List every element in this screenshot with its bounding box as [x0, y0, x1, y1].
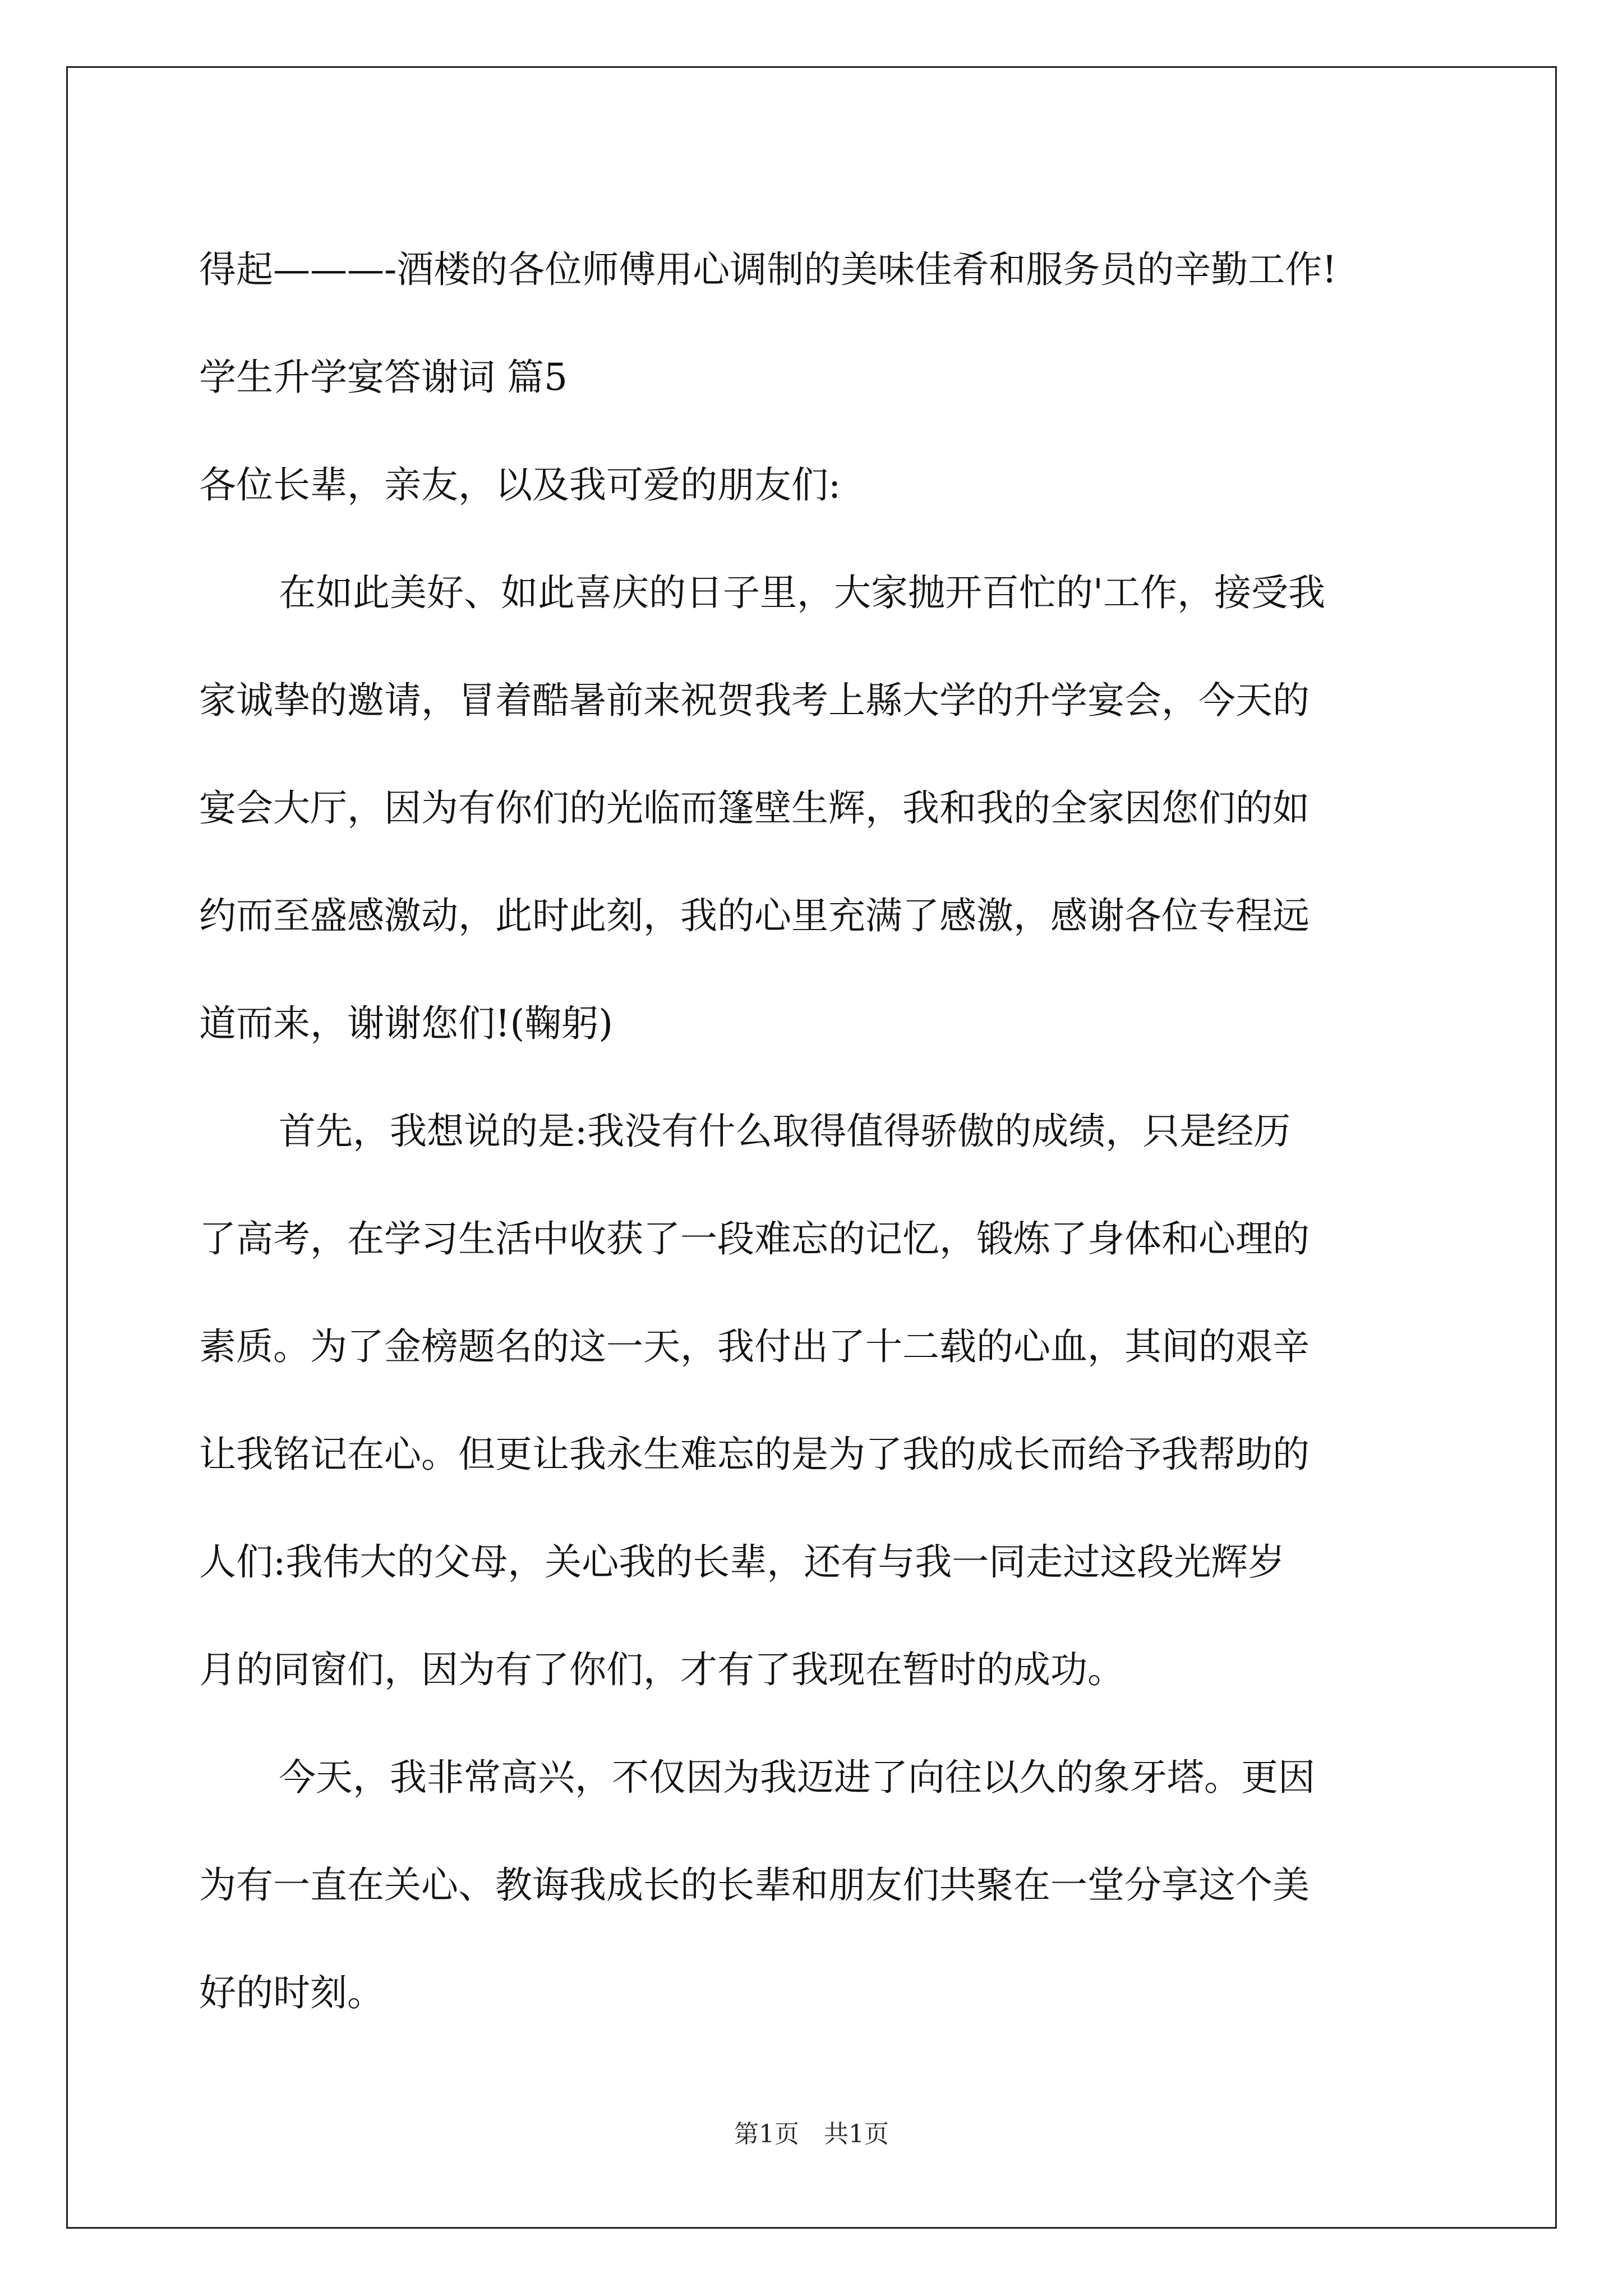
salutation: 各位长辈，亲友，以及我可爱的朋友们: [199, 463, 841, 507]
page-number-footer: 第1页 共1页 [734, 2120, 889, 2148]
text-line: 为有一直在关心、教诲我成长的长辈和朋友们共聚在一堂分享这个美 [199, 1864, 1310, 1907]
text-line: 宴会大厅，因为有你们的光临而篷壁生辉，我和我的全家因您们的如 [199, 786, 1310, 830]
section-heading: 学生升学宴答谢词 篇5 [199, 356, 568, 399]
text-line: 在如此美好、如此喜庆的日子里，大家抛开百忙的'工作，接受我 [279, 571, 1326, 614]
text-line: 家诚挚的邀请，冒着酷暑前来祝贺我考上縣大学的升学宴会，今天的 [199, 679, 1310, 722]
text-line: 了高考，在学习生活中收获了一段难忘的记忆，锻炼了身体和心理的 [199, 1217, 1310, 1260]
text-line: 让我铭记在心。但更让我永生难忘的是为了我的成长而给予我帮助的 [199, 1433, 1310, 1476]
text-line: 约而至盛感激动，此时此刻，我的心里充满了感激，感谢各位专程远 [199, 894, 1310, 937]
text-line: 今天，我非常高兴，不仅因为我迈进了向往以久的象牙塔。更因 [279, 1756, 1315, 1799]
document-body [199, 216, 1422, 2047]
text-line: 素质。为了金榜题名的这一天，我付出了十二载的心血，其间的艰辛 [199, 1325, 1310, 1368]
text-line: 得起———-酒楼的各位师傅用心调制的美味佳肴和服务员的辛勤工作! [199, 248, 1337, 291]
text-line: 首先，我想说的是:我没有什么取得值得骄傲的成绩，只是经历 [279, 1110, 1291, 1153]
text-line: 月的同窗们，因为有了你们，才有了我现在暂时的成功。 [199, 1648, 1124, 1691]
text-line: 人们:我伟大的父母，关心我的长辈，还有与我一同走过这段光辉岁 [199, 1540, 1285, 1584]
text-line: 道而来，谢谢您们!(鞠躬) [199, 1002, 614, 1045]
text-line: 好的时刻。 [199, 1971, 384, 2014]
